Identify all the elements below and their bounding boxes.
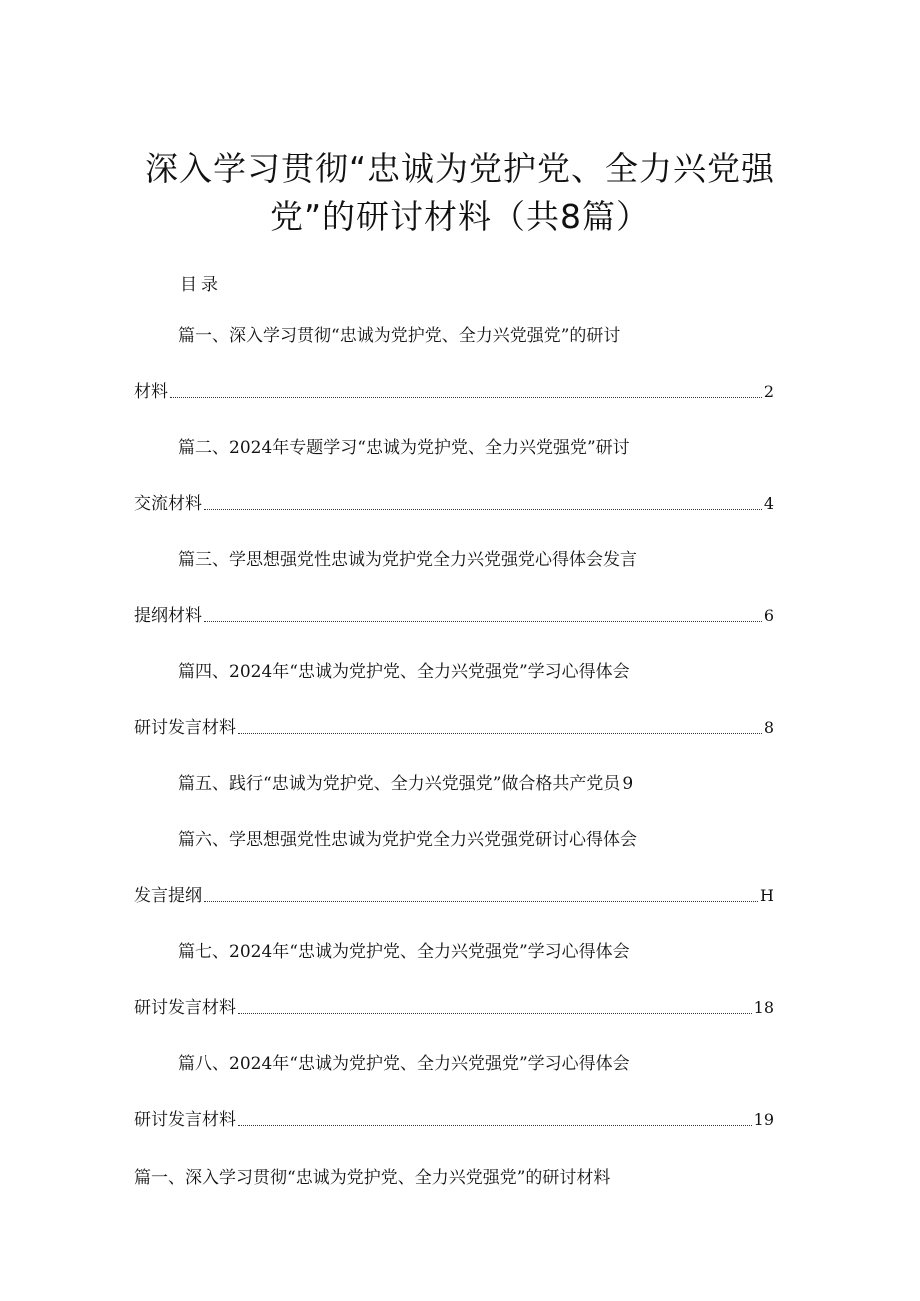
toc-entry-5-title: 篇五、践行“忠诚为党护党、全力兴党强党”做合格共产党员 xyxy=(178,774,621,794)
toc-entry-1-title-cont: 材料 xyxy=(134,382,168,402)
toc-entry-1-page: 2 xyxy=(763,382,774,401)
toc-entry-2-page: 4 xyxy=(763,494,774,513)
document-title-line-2: 党”的研讨材料（共8篇） xyxy=(269,197,651,236)
dot-leader xyxy=(238,1012,752,1014)
dot-leader xyxy=(238,732,762,734)
toc-entry-8-continuation xyxy=(134,1108,774,1132)
toc-entry-7-title-cont: 研讨发言材料 xyxy=(134,998,236,1018)
toc-entry-3-continuation xyxy=(134,604,774,628)
dot-leader xyxy=(170,396,762,398)
toc-entry-4-continuation xyxy=(134,716,774,740)
toc-entry-2-continuation xyxy=(134,492,774,516)
toc-entry-6-title: 篇六、学思想强党性忠诚为党护党全力兴党强党研讨心得体会 xyxy=(178,830,637,850)
toc-entry-4-title-cont: 研讨发言材料 xyxy=(134,718,236,738)
toc-heading: 目录 xyxy=(180,275,222,295)
toc-entry-5 xyxy=(178,772,633,796)
toc-entry-5-page: 9 xyxy=(622,774,634,794)
dot-leader xyxy=(204,508,762,510)
section-heading: 篇一、深入学习贯彻“忠诚为党护党、全力兴党强党”的研讨材料 xyxy=(134,1168,611,1188)
document-title-line-1: 深入学习贯彻“忠诚为党护党、全力兴党强 xyxy=(144,149,776,188)
toc-entry-8-page: 19 xyxy=(753,1110,774,1129)
toc-entry-7-page: 18 xyxy=(753,998,774,1017)
toc-entry-7-continuation xyxy=(134,996,774,1020)
toc-entry-3-title: 篇三、学思想强党性忠诚为党护党全力兴党强党心得体会发言 xyxy=(178,550,637,570)
toc-entry-6-title-cont: 发言提纲 xyxy=(134,886,202,906)
toc-entry-4-page: 8 xyxy=(763,718,774,737)
toc-entry-2-title: 篇二、2024年专题学习“忠诚为党护党、全力兴党强党”研讨 xyxy=(178,438,630,458)
toc-entry-1-continuation xyxy=(134,380,774,404)
toc-entry-4-title: 篇四、2024年“忠诚为党护党、全力兴党强党”学习心得体会 xyxy=(178,662,630,682)
toc-entry-1-title: 篇一、深入学习贯彻“忠诚为党护党、全力兴党强党”的研讨 xyxy=(178,326,621,346)
dot-leader xyxy=(238,1124,752,1126)
toc-entry-6-continuation xyxy=(134,884,774,908)
toc-entry-6-page: H xyxy=(760,886,774,905)
toc-entry-8-title-cont: 研讨发言材料 xyxy=(134,1110,236,1130)
dot-leader xyxy=(204,620,762,622)
toc-entry-7-title: 篇七、2024年“忠诚为党护党、全力兴党强党”学习心得体会 xyxy=(178,942,630,962)
toc-entry-3-page: 6 xyxy=(763,606,774,625)
toc-entry-3-title-cont: 提纲材料 xyxy=(134,606,202,626)
toc-entry-2-title-cont: 交流材料 xyxy=(134,494,202,514)
toc-entry-8-title: 篇八、2024年“忠诚为党护党、全力兴党强党”学习心得体会 xyxy=(178,1054,630,1074)
dot-leader xyxy=(204,900,758,902)
